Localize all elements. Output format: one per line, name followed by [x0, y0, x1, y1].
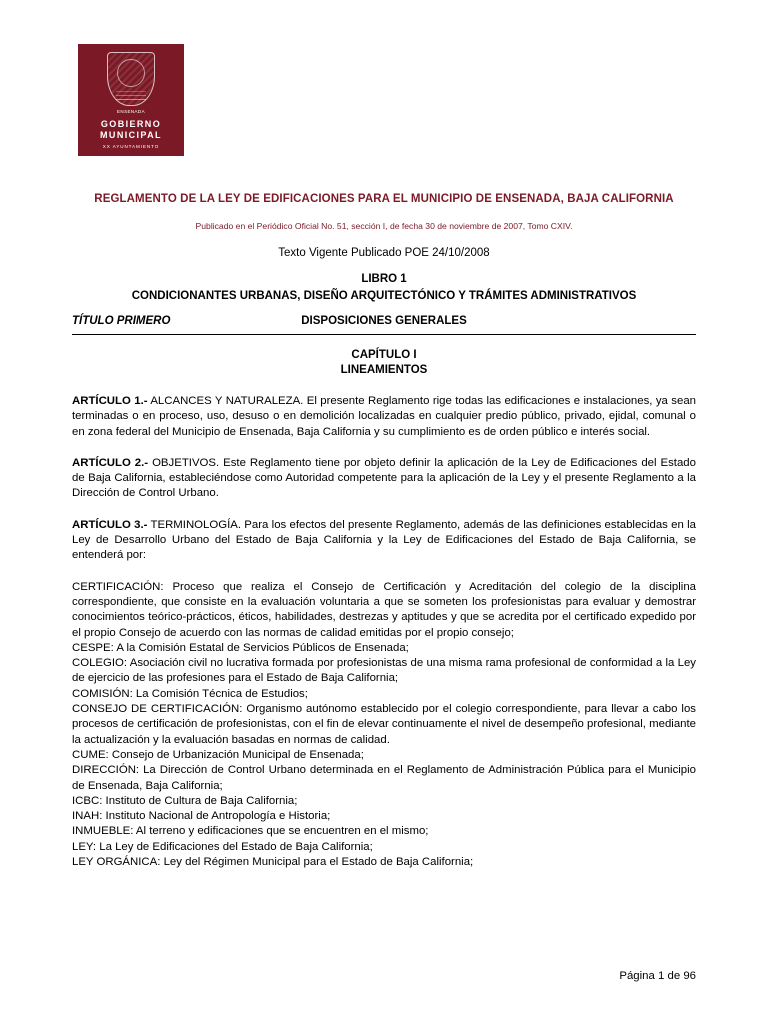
- definition-item: CUME: Consejo de Urbanización Municipal de Ensenada;: [72, 748, 364, 761]
- vigente-note: Texto Vigente Publicado POE 24/10/2008: [278, 247, 490, 259]
- publication-note: Publicado en el Periódico Oficial No. 51, sección I, de fecha 30 de noviembre de 2007, Tomo CXIV.: [195, 221, 573, 231]
- definition-item: CESPE: A la Comisión Estatal de Servicios Públicos de Ensenada;: [72, 641, 409, 654]
- definition-item: COMISIÓN: La Comisión Técnica de Estudios;: [72, 687, 308, 700]
- coat-of-arms-icon: [107, 52, 155, 106]
- titulo-row: [72, 315, 696, 335]
- article-lead: ARTÍCULO 3.-: [72, 518, 148, 531]
- article-text: TERMINOLOGÍA. Para los efectos del presente Reglamento, además de las definiciones establecidas en la Ley de Desarrollo Urbano del Estado de Baja California y la Ley de Edificaciones del Estado de Baja California, se entenderá por:: [72, 518, 696, 562]
- libro-heading: LIBRO 1: [361, 273, 407, 285]
- emblem-line-municipal: MUNICIPAL: [100, 130, 162, 140]
- emblem-line-gobierno: GOBIERNO: [100, 119, 162, 129]
- definitions-list: [72, 580, 696, 871]
- capitulo-heading: CAPÍTULO I: [351, 349, 417, 361]
- definition-item: ICBC: Instituto de Cultura de Baja California;: [72, 794, 298, 807]
- article-paragraph: [72, 456, 696, 502]
- libro-subheading: CONDICIONANTES URBANAS, DISEÑO ARQUITECTÓNICO Y TRÁMITES ADMINISTRATIVOS: [131, 290, 637, 302]
- article-text: ALCANCES Y NATURALEZA. El presente Reglamento rige todas las edificaciones e instalaciones, ya sean terminadas o en proceso, uso, desuso o en demolición localizadas en cualquier predio público, privado, ejidal, comunal o en zona federal del Municipio de Ensenada, Baja California y su cumplimiento es de orden público e interés social.: [72, 395, 696, 438]
- definition-item: LEY: La Ley de Edificaciones del Estado de Baja California;: [72, 840, 373, 853]
- page-footer: Página 1 de 96: [619, 970, 696, 982]
- definition-item: INMUEBLE: Al terreno y edificaciones que se encuentren en el mismo;: [72, 825, 429, 838]
- definition-item: LEY ORGÁNICA: Ley del Régimen Municipal para el Estado de Baja California;: [72, 856, 474, 869]
- definition-item: COLEGIO: Asociación civil no lucrativa formada por profesionistas de una misma rama profesional de conformidad a la Ley de ejercicio de las profesiones para el Estado de Baja California;: [72, 657, 696, 685]
- definition-item: CERTIFICACIÓN: Proceso que realiza el Consejo de Certificación y Acreditación del colegio de la disciplina correspondiente, que consiste en la evaluación voluntaria a que se someten los profesionistas para evaluar y demostrar conocimientos teórico-prácticos, éticos, habilidades, destrezas y aptitudes y que se acredita por el certificado expedido por el propio Consejo de acuerdo con las normas de calidad emitidas por el propio consejo;: [72, 580, 696, 639]
- definition-item: INAH: Instituto Nacional de Antropología e Historia;: [72, 810, 331, 823]
- titulo-name: DISPOSICIONES GENERALES: [301, 315, 467, 327]
- emblem-top-label: ENSENADA: [117, 109, 145, 114]
- definition-item: CONSEJO DE CERTIFICACIÓN: Organismo autónomo establecido por el colegio correspondiente, para llevar a cabo los procesos de certificación de profesionistas, con el fin de elevar continuamente el nivel de desempeño profesional, mediante la actualización y la evaluación basadas en normas de calidad.: [72, 703, 696, 746]
- definition-item: DIRECCIÓN: La Dirección de Control Urbano determinada en el Reglamento de Administración Pública para el Municipio de Ensenada, Baja California;: [72, 764, 696, 792]
- article-lead: ARTÍCULO 2.-: [72, 456, 149, 469]
- article-text: OBJETIVOS. Este Reglamento tiene por objeto definir la aplicación de la Ley de Edificaciones del Estado de Baja California, estableciéndose como Autoridad competente para la aplicación de la Ley y el presente Reglamento a la Dirección de Control Urbano.: [72, 456, 696, 500]
- article-paragraph: [72, 518, 696, 564]
- emblem-line-ayuntamiento: XX AYUNTAMIENTO: [102, 144, 160, 149]
- page-title: REGLAMENTO DE LA LEY DE EDIFICACIONES PARA EL MUNICIPIO DE ENSENADA, BAJA CALIFORNIA: [94, 193, 674, 205]
- article-paragraph: [72, 394, 696, 440]
- titulo-label: TÍTULO PRIMERO: [72, 315, 171, 327]
- article-lead: ARTÍCULO 1.-: [72, 395, 148, 407]
- municipal-emblem: [78, 44, 184, 156]
- capitulo-name: LINEAMIENTOS: [340, 364, 428, 376]
